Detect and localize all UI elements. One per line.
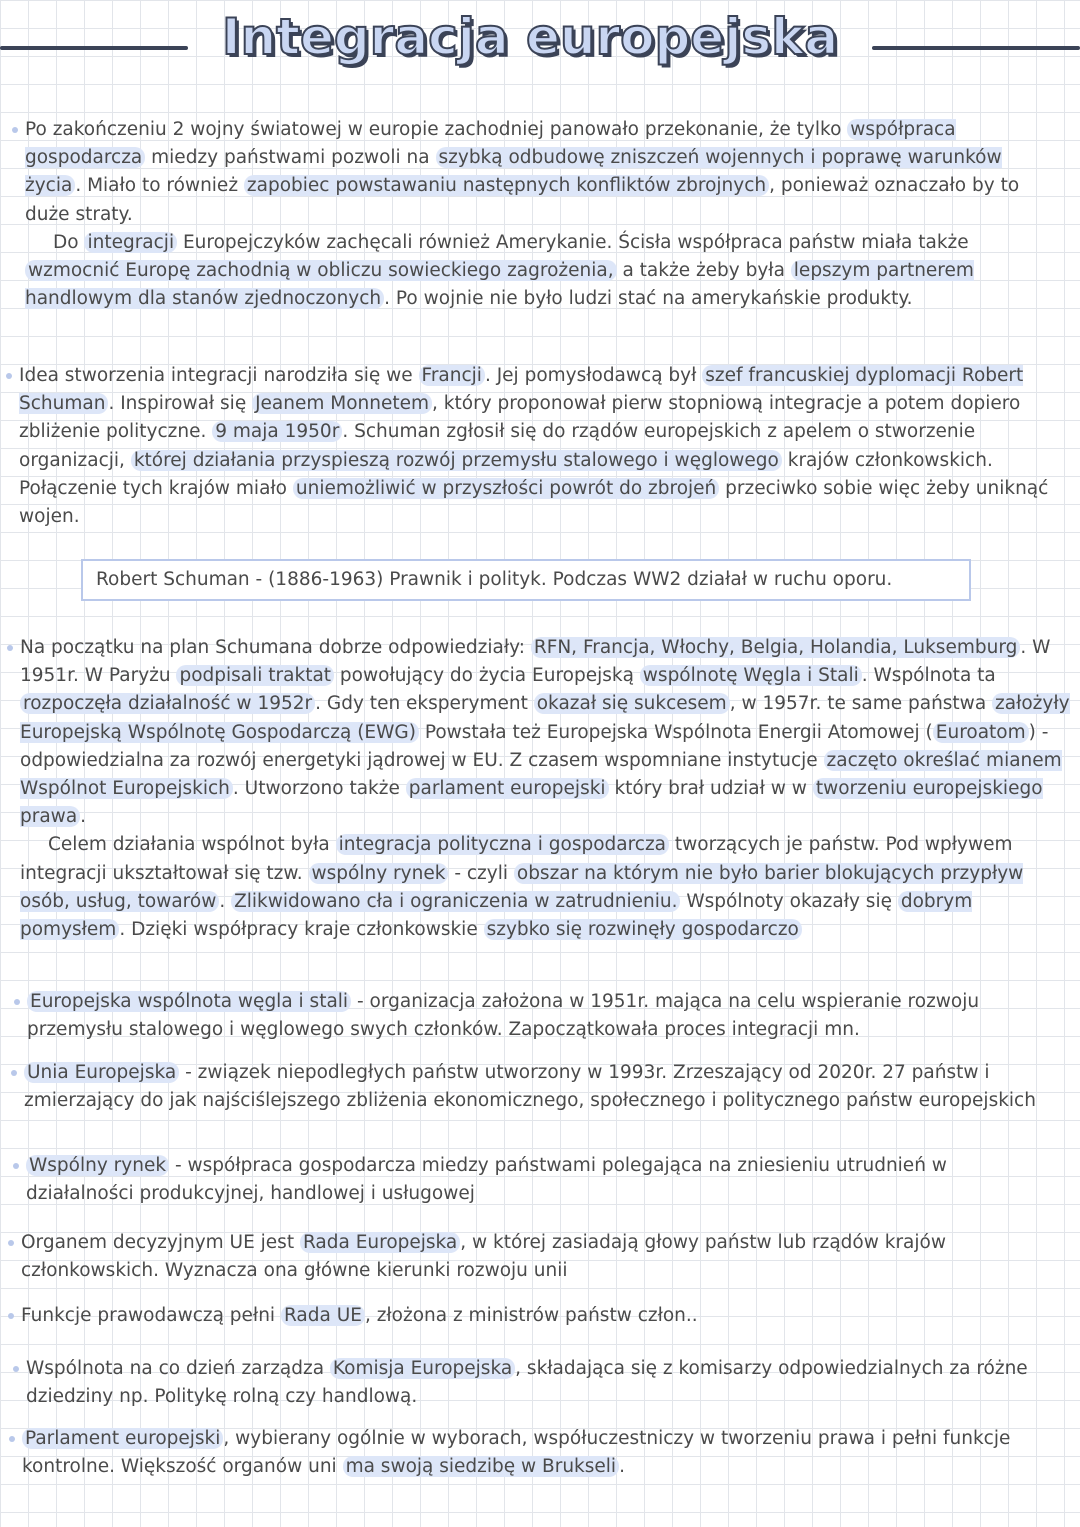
text-run: - organizacja założona w 1951r. mająca na celu wspieranie rozwoju przemysłu stalowego i węglowego swych członków. Zapoczątkowała proces integracji mn. bbox=[27, 991, 980, 1041]
highlighted-phrase: współpraca gospodarcza bbox=[25, 119, 956, 169]
definition-item bbox=[21, 1302, 1061, 1330]
text-run: przeciwko sobie więc żeby uniknąć wojen. bbox=[19, 477, 1049, 528]
highlighted-phrase: okazał się sukcesem bbox=[534, 693, 730, 714]
highlighted-phrase: której działania przyspieszą rozwój przemysłu stalowego i węglowego bbox=[131, 450, 782, 471]
text-run: Wspólnoty okazały się bbox=[680, 890, 898, 912]
text-run: . Wspólnota ta bbox=[861, 665, 996, 687]
text-run: Organem decyzyjnym UE jest bbox=[21, 1232, 300, 1253]
highlighted-phrase: szef francuskiej dyplomacji Robert Schuman bbox=[19, 365, 1024, 415]
highlighted-phrase: RFN, Francja, Włochy, Belgia, Holandia, Luksemburg bbox=[531, 637, 1021, 658]
text-run: . bbox=[80, 806, 87, 828]
text-run: . Gdy ten eksperyment bbox=[315, 693, 534, 715]
highlighted-phrase: wspólnotę Węgla i Stali bbox=[640, 665, 862, 686]
text-run: krajów członkowskich. Połączenie tych krajów miało bbox=[19, 449, 993, 499]
highlighted-phrase: integracja polityczna i gospodarcza bbox=[336, 834, 669, 855]
bullet-icon bbox=[13, 1366, 19, 1372]
highlighted-phrase: Europejska wspólnota węgla i stali bbox=[27, 991, 351, 1012]
highlighted-phrase: założyły Europejską Wspólnotę Gospodarczą (EWG) bbox=[20, 693, 1070, 743]
paragraph bbox=[20, 634, 1072, 831]
bullet-icon bbox=[8, 1313, 14, 1319]
highlighted-phrase: ma swoją siedzibę w Brukseli bbox=[343, 1456, 620, 1477]
bullet-icon bbox=[6, 373, 12, 379]
highlighted-phrase: Komisja Europejska bbox=[330, 1358, 515, 1379]
highlighted-phrase: wzmocnić Europę zachodnią w obliczu sowieckiego zagrożenia, bbox=[25, 260, 617, 281]
bullet-icon bbox=[7, 645, 13, 651]
paragraph bbox=[25, 116, 1060, 229]
text-run: Po zakończeniu 2 wojny światowej w europie zachodniej panowało przekonanie, że tylko bbox=[25, 119, 848, 140]
text-run: , który proponował pierw stopniową integracje a potem dopiero zbliżenie polityczne. bbox=[19, 393, 1021, 443]
text-run: Wspólnota na co dzień zarządza bbox=[26, 1358, 330, 1379]
highlighted-phrase: Unia Europejska bbox=[24, 1062, 179, 1083]
title-header bbox=[0, 8, 1080, 80]
title-rule-right bbox=[872, 46, 1080, 50]
text-run: Na początku na plan Schumana dobrze odpowiedziały: bbox=[20, 637, 531, 658]
text-run: . Po wojnie nie było ludzi stać na amerykańskie produkty. bbox=[384, 288, 913, 310]
paragraph bbox=[20, 831, 1072, 944]
highlighted-phrase: podpisali traktat bbox=[176, 665, 334, 686]
text-run: Powstała też Europejska Wspólnota Energii Atomowej ( bbox=[418, 721, 933, 743]
highlighted-phrase: dobrym pomysłem bbox=[20, 890, 973, 941]
highlighted-phrase: Parlament europejski bbox=[22, 1428, 223, 1449]
text-run: tworzących je państw. Pod wpływem integracji ukształtował się tzw. bbox=[20, 834, 1013, 884]
text-run: Idea stworzenia integracji narodziła się we bbox=[19, 365, 419, 386]
highlighted-phrase: Rada UE bbox=[281, 1305, 365, 1326]
text-run: , ponieważ oznaczało by to duże straty. bbox=[25, 175, 1020, 225]
highlighted-phrase: Wspólny rynek bbox=[26, 1155, 169, 1176]
title-rule-left bbox=[0, 46, 188, 50]
highlighted-phrase: integracji bbox=[84, 232, 177, 253]
text-run: Celem działania wspólnot była bbox=[48, 834, 336, 856]
definition-item bbox=[26, 1152, 1056, 1208]
text-run: , wybierany ogólnie w wyborach, współuczestniczy w tworzeniu prawa i pełni funkcje kontrolne. Większość organów uni bbox=[22, 1428, 1011, 1478]
text-run: ) - odpowiedzialna za rozwój energetyki jądrowej w EU. Z czasem wspomniane instytucje bbox=[20, 721, 1049, 771]
highlighted-phrase: zaczęto określać mianem Wspólnot Europejskich bbox=[20, 749, 1062, 800]
text-run: , składająca się z komisarzy odpowiedzialnych za różne dziedziny np. Politykę rolną czy handlową. bbox=[26, 1358, 1028, 1408]
text-run: , w której zasiadają głowy państw lub rządów krajów członkowskich. Wyznacza ona główne kierunki rozwoju unii bbox=[21, 1232, 946, 1282]
highlighted-phrase: obszar na którym nie było barier blokujących przypływ osób, usług, towarów bbox=[20, 862, 1024, 912]
highlighted-phrase: Francji bbox=[419, 365, 485, 386]
text-run: Europejczyków zachęcali również Amerykanie. Ścisła współpraca państw miała także bbox=[177, 231, 969, 253]
highlighted-phrase: uniemożliwić w przyszłości powrót do zbrojeń bbox=[293, 478, 719, 499]
definition-text bbox=[26, 1152, 1056, 1208]
bullet-icon bbox=[11, 1070, 17, 1076]
paragraph bbox=[19, 362, 1069, 531]
text-run: . W 1951r. W Paryżu bbox=[20, 637, 1051, 687]
text-run: . bbox=[619, 1456, 625, 1478]
definition-text bbox=[26, 1355, 1066, 1411]
definition-text bbox=[27, 988, 1072, 1044]
highlighted-phrase: Rada Europejska bbox=[300, 1232, 460, 1253]
text-run: . Miało to również bbox=[75, 175, 244, 197]
highlighted-phrase: zapobiec powstawaniu następnych konfliktów zbrojnych bbox=[244, 175, 769, 196]
text-run: . Utworzono także bbox=[232, 778, 406, 800]
highlighted-phrase: szybko się rozwinęły gospodarczo bbox=[484, 919, 802, 940]
text-run: . Inspirował się bbox=[108, 393, 253, 415]
definition-text bbox=[21, 1302, 1061, 1330]
highlighted-phrase: szybką odbudowę zniszczeń wojennych i poprawę warunków życia bbox=[25, 147, 1002, 197]
page-title: Integracja europejska bbox=[221, 8, 839, 66]
text-run: - związek niepodległych państw utworzony w 1993r. Zrzeszający od 2020r. 27 państw i zmierzający do jak najściślejszego zbliżenia ekonomicznego, społecznego i politycznego państw europejskich bbox=[24, 1062, 1036, 1112]
text-run: . Jej pomysłodawcą był bbox=[484, 365, 703, 386]
highlighted-phrase: lepszym partnerem handlowym dla stanów zjednoczonych bbox=[25, 260, 974, 310]
bio-box: Robert Schuman - (1886-1963) Prawnik i polityk. Podczas WW2 działał w ruchu oporu. bbox=[81, 559, 971, 601]
text-run: . Schuman zgłosił się do rządów europejskich z apelem o stworzenie organizacji, bbox=[19, 421, 976, 471]
highlighted-phrase: Zlikwidowano cła i ograniczenia w zatrudnieniu. bbox=[231, 891, 680, 912]
text-run: , w 1957r. te same państwa bbox=[729, 693, 993, 715]
highlighted-phrase: wspólny rynek bbox=[309, 863, 449, 884]
highlighted-phrase: parlament europejski bbox=[406, 778, 609, 799]
bullet-icon bbox=[14, 999, 20, 1005]
paragraph bbox=[25, 229, 1060, 314]
text-run: , złożona z ministrów państw człon.. bbox=[364, 1305, 698, 1326]
definition-item bbox=[24, 1059, 1079, 1115]
section-idea bbox=[19, 362, 1069, 531]
definition-text bbox=[22, 1425, 1062, 1481]
definition-item bbox=[26, 1355, 1066, 1411]
text-run: a także żeby była bbox=[616, 260, 791, 282]
text-run: Do bbox=[53, 231, 85, 253]
definition-item bbox=[22, 1425, 1062, 1481]
bullet-icon bbox=[13, 1163, 19, 1169]
highlighted-phrase: tworzeniu europejskiego prawa bbox=[20, 778, 1043, 828]
text-run: który brał udział w w bbox=[608, 778, 813, 800]
text-run: - czyli bbox=[448, 862, 514, 884]
definition-text bbox=[24, 1059, 1079, 1115]
text-run: Funkcje prawodawczą pełni bbox=[21, 1305, 281, 1326]
text-run: miedzy państwami pozwoli na bbox=[145, 147, 436, 169]
text-run: . bbox=[219, 890, 232, 912]
highlighted-phrase: rozpoczęła działalność w 1952r bbox=[20, 693, 315, 714]
text-run: . Dzięki współpracy kraje członkowskie bbox=[119, 919, 484, 941]
text-run: powołujący do życia Europejską bbox=[334, 665, 640, 687]
section-communities bbox=[20, 634, 1072, 944]
highlighted-phrase: Jeanem Monnetem bbox=[252, 393, 432, 414]
bullet-icon bbox=[9, 1436, 15, 1442]
definition-item bbox=[27, 988, 1072, 1044]
highlighted-phrase: 9 maja 1950r bbox=[212, 421, 342, 442]
text-run: - współpraca gospodarcza miedzy państwami polegająca na zniesieniu utrudnień w działalności produkcyjnej, handlowej i usługowej bbox=[26, 1155, 947, 1205]
definition-item bbox=[21, 1229, 1071, 1285]
definition-text bbox=[21, 1229, 1071, 1285]
section-postwar bbox=[25, 116, 1060, 313]
bullet-icon bbox=[12, 127, 18, 133]
highlighted-phrase: Euroatom bbox=[933, 722, 1029, 743]
bullet-icon bbox=[8, 1240, 14, 1246]
